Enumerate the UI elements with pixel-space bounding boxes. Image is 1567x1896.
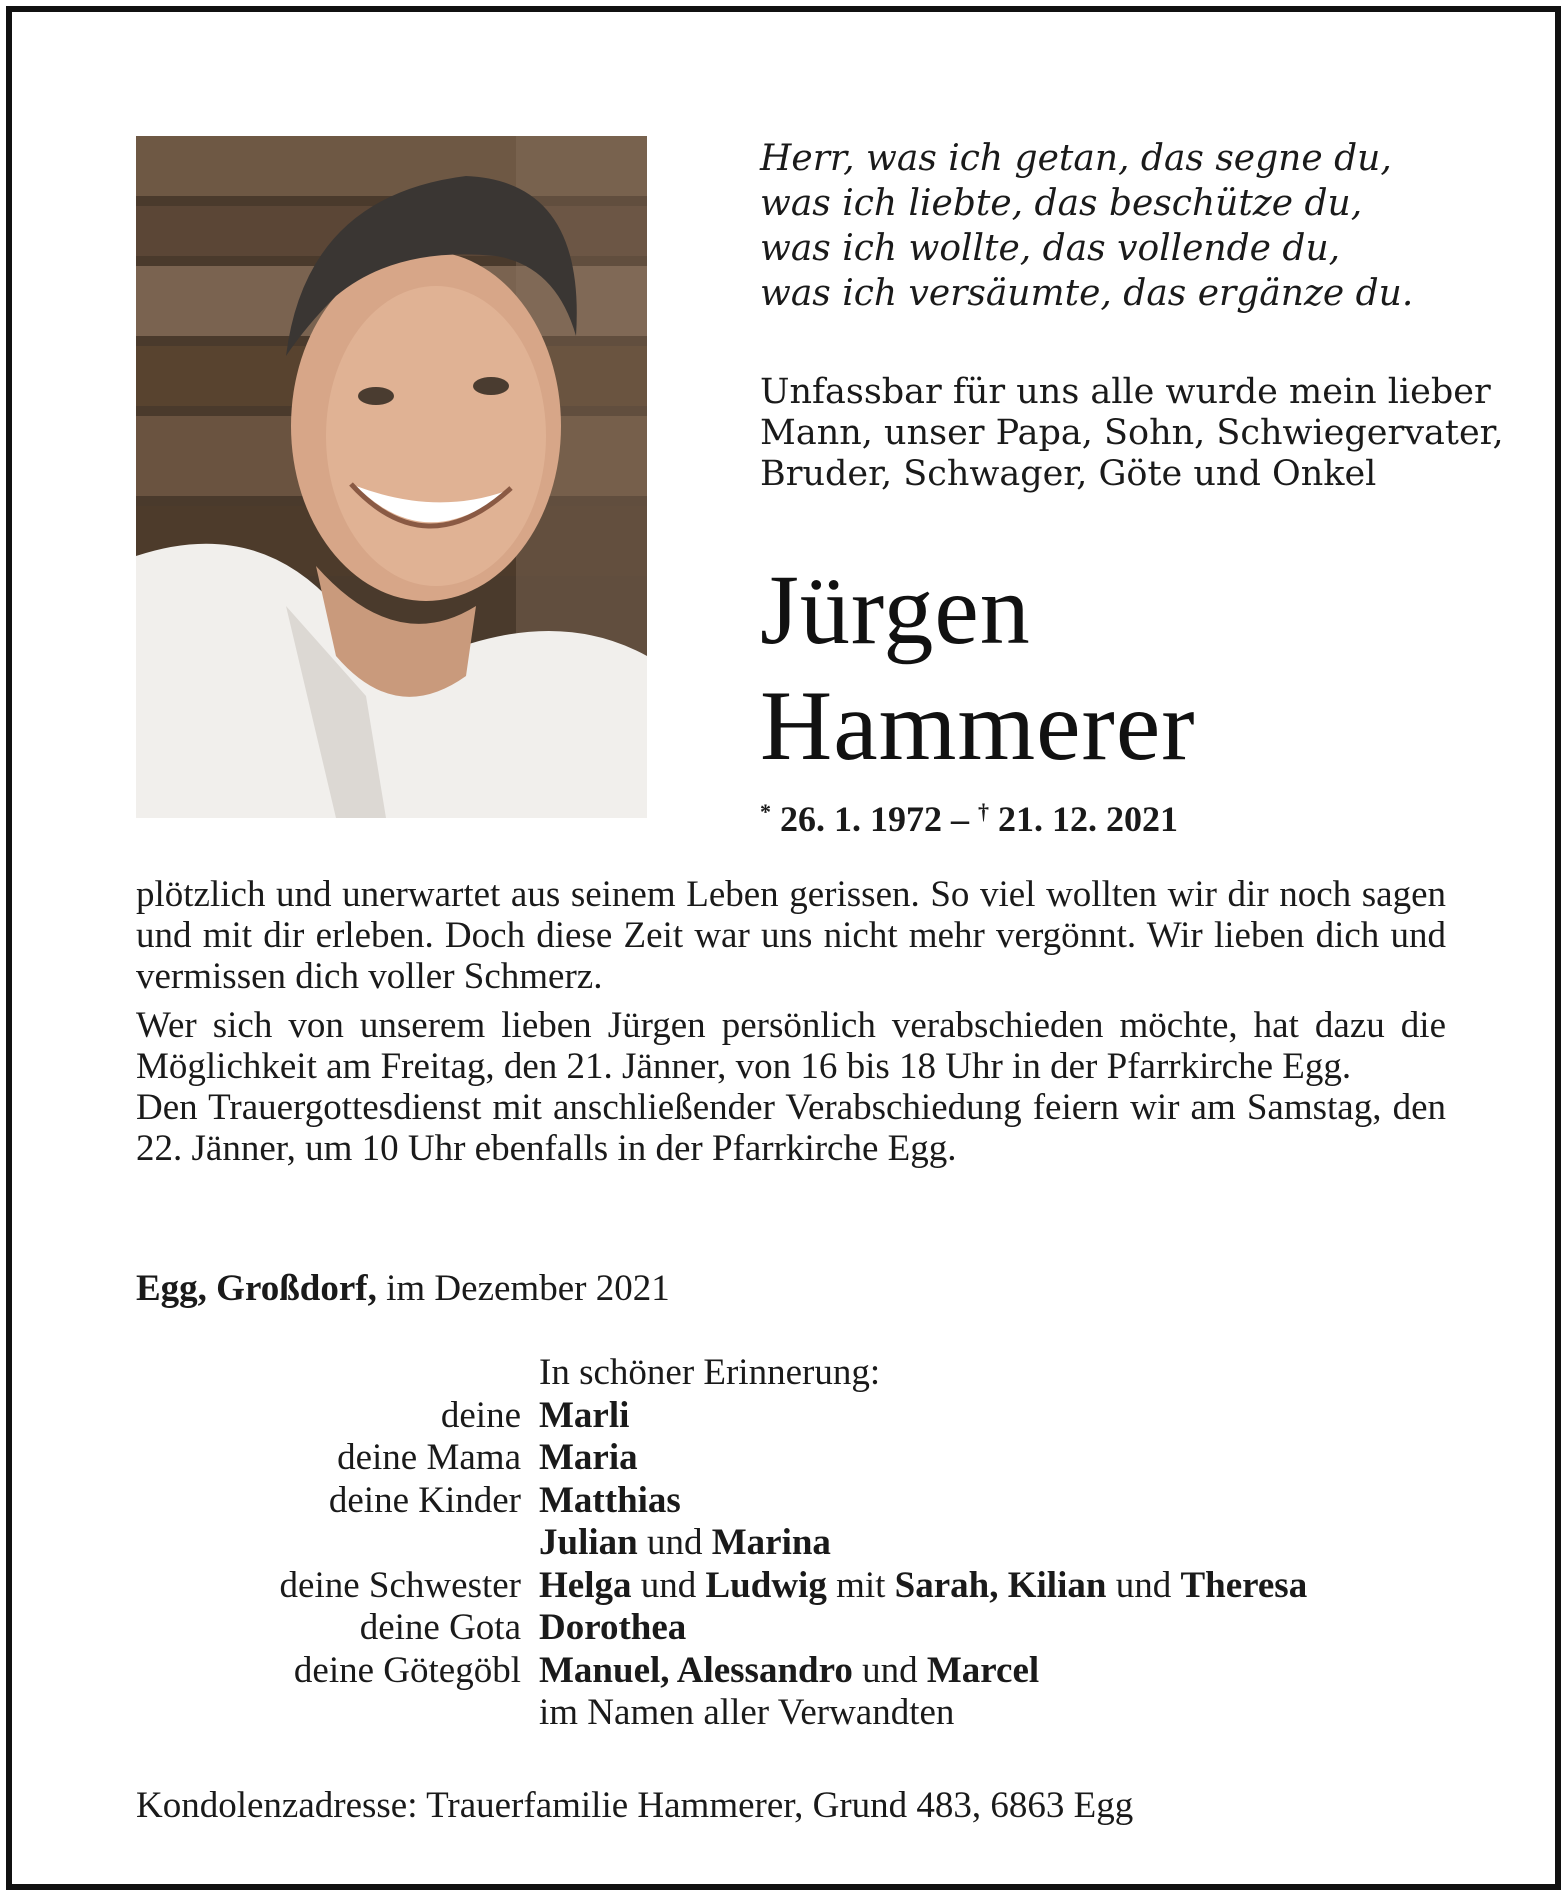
verse-line: was ich versäumte, das ergänze du. bbox=[760, 273, 1414, 314]
memory-row bbox=[136, 1522, 1476, 1565]
portrait-photo bbox=[136, 136, 647, 818]
relation-label: deine Schwester bbox=[279, 1564, 521, 1606]
paragraph: Den Trauergottesdienst mit anschließender Verabschiedung feiern wir am Samstag, den 22. Jänner, um 10 Uhr ebenfalls in der Pfarrkirche Egg. bbox=[136, 1087, 1446, 1169]
memory-heading-row bbox=[136, 1352, 1476, 1395]
mourner-name: Helga bbox=[539, 1564, 632, 1606]
place-date-text: im Dezember 2021 bbox=[376, 1268, 670, 1309]
memory-row bbox=[136, 1607, 1476, 1650]
mourner-name: Matthias bbox=[539, 1479, 681, 1521]
connector-text: und bbox=[1106, 1564, 1181, 1606]
relation-label bbox=[136, 1522, 539, 1565]
relation-label: deine Gota bbox=[359, 1607, 521, 1648]
place-name: Egg, Großdorf, bbox=[136, 1268, 377, 1309]
date-separator: – bbox=[942, 799, 978, 839]
paragraph: plötzlich und unerwartet aus seinem Leben gerissen. So viel wollten wir dir noch sagen und mit dir erleben. Doch diese Zeit war uns nicht mehr vergönnt. Wir lieben dich und vermissen dich voller Schmerz. bbox=[136, 874, 1446, 997]
portrait-icon bbox=[136, 136, 647, 818]
mourner-name: Dorothea bbox=[539, 1607, 687, 1648]
memory-row bbox=[136, 1480, 1476, 1523]
mourner-name: Maria bbox=[539, 1437, 638, 1478]
memory-heading: In schöner Erinnerung: bbox=[539, 1352, 881, 1393]
last-name: Hammerer bbox=[760, 670, 1196, 781]
memory-row bbox=[136, 1692, 1476, 1735]
obituary-frame bbox=[6, 6, 1561, 1890]
verse-line: Herr, was ich getan, das segne du, bbox=[760, 138, 1392, 179]
mourner-name: Theresa bbox=[1180, 1564, 1308, 1606]
mourner-name: Julian bbox=[539, 1522, 638, 1563]
first-name: Jürgen bbox=[760, 554, 1031, 665]
condolence-address: Kondolenzadresse: Trauerfamilie Hammerer, Grund 483, 6863 Egg bbox=[136, 1785, 1134, 1826]
death-date: 21. 12. 2021 bbox=[998, 799, 1178, 839]
verse-line: was ich liebte, das beschütze du, bbox=[760, 183, 1363, 224]
memory-row bbox=[136, 1395, 1476, 1438]
mourner-name: Marina bbox=[711, 1522, 831, 1563]
intro-line: Mann, unser Papa, Sohn, Schwiegervater, bbox=[760, 413, 1504, 453]
birth-symbol: * bbox=[760, 799, 771, 824]
mourner-name: Marcel bbox=[926, 1649, 1040, 1691]
intro-text bbox=[760, 372, 1504, 495]
intro-line: Unfassbar für uns alle wurde mein lieber bbox=[760, 372, 1491, 412]
birth-date: 26. 1. 1972 bbox=[780, 799, 942, 839]
mourner-name: Ludwig bbox=[705, 1564, 827, 1606]
relation-label: deine bbox=[440, 1394, 521, 1436]
memory-row bbox=[136, 1565, 1476, 1608]
relation-label: deine Mama bbox=[337, 1437, 521, 1478]
prayer-verse bbox=[760, 136, 1480, 316]
body-text bbox=[136, 874, 1446, 1169]
connector-text: und bbox=[637, 1522, 712, 1563]
connector-text: und bbox=[631, 1564, 706, 1606]
memory-list bbox=[136, 1352, 1476, 1735]
closing-text: im Namen aller Verwandten bbox=[539, 1692, 955, 1733]
mourner-name: Manuel, Alessandro bbox=[539, 1649, 853, 1691]
memory-row bbox=[136, 1437, 1476, 1480]
paragraph: Wer sich von unserem lieben Jürgen persönlich verabschieden möchte, hat dazu die Möglichkeit am Freitag, den 21. Jänner, von 16 bis 18 Uhr in der Pfarrkirche Egg. bbox=[136, 1005, 1446, 1087]
connector-text: und bbox=[852, 1649, 927, 1691]
connector-text: mit bbox=[826, 1564, 895, 1606]
mourner-name: Sarah, Kilian bbox=[894, 1564, 1107, 1606]
memory-row bbox=[136, 1650, 1476, 1693]
relation-label: deine Kinder bbox=[328, 1479, 521, 1521]
verse-line: was ich wollte, das vollende du, bbox=[760, 228, 1341, 269]
place-date bbox=[136, 1267, 670, 1311]
intro-line: Bruder, Schwager, Göte und Onkel bbox=[760, 454, 1377, 494]
deceased-name bbox=[760, 552, 1520, 784]
relation-label bbox=[136, 1692, 539, 1735]
death-symbol: † bbox=[978, 799, 989, 824]
life-dates bbox=[760, 790, 1178, 841]
relation-label: deine Götegöbl bbox=[293, 1649, 521, 1691]
mourner-name: Marli bbox=[539, 1394, 630, 1436]
